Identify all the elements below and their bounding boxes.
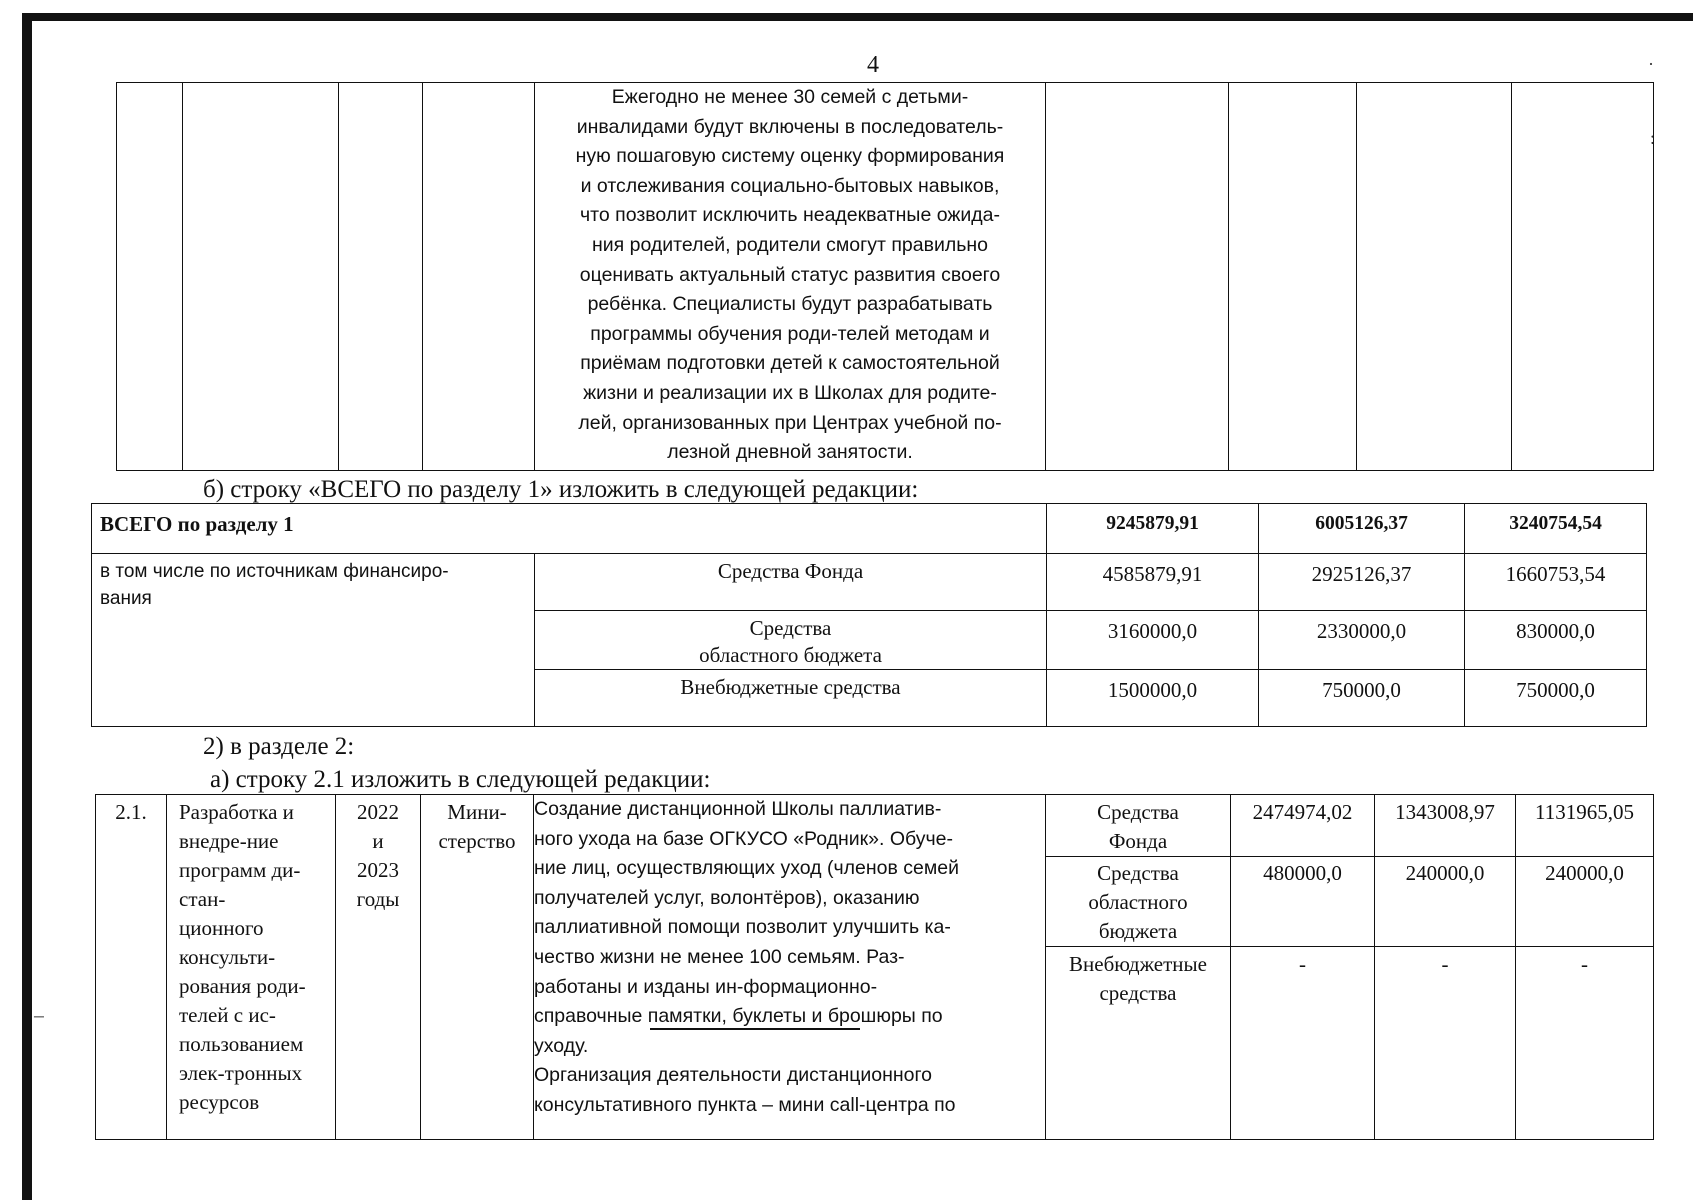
executor-line: Мини- (447, 800, 507, 824)
period (336, 795, 421, 1140)
total-value: 9245879,91 (1047, 504, 1259, 554)
executor (421, 795, 534, 1140)
description-line: оценивать актуальный статус развития своего (579, 263, 1001, 286)
funding-source-line: областного (1088, 890, 1188, 914)
row-2-1-table (95, 794, 1654, 1140)
result-line: Организация деятельности дистанционного (534, 1064, 933, 1087)
event-line: консульти- (179, 945, 276, 969)
description-line: ния родителей, родители смогут правильно (591, 233, 989, 256)
table-row (117, 83, 1654, 471)
event-line: программ ди- (179, 858, 301, 882)
source-value: 830000,0 (1465, 611, 1647, 670)
funding-source (1046, 857, 1231, 947)
source-name-line: Средства Фонда (717, 559, 864, 583)
funding-value: 1131965,05 (1516, 795, 1654, 857)
empty-cell (1357, 83, 1512, 471)
empty-cell (339, 83, 423, 471)
source-value: 1500000,0 (1047, 670, 1259, 727)
result-line: справочные памятки, буклеты и брошюры по (534, 1005, 943, 1028)
table-row (96, 795, 1654, 857)
funding-source-line: Фонда (1108, 829, 1168, 853)
scan-border-top (22, 13, 1693, 21)
period-line: и (372, 829, 384, 853)
scan-speck: ─ (34, 1010, 44, 1025)
sources-label (92, 554, 535, 727)
event-line: Разработка и (179, 800, 294, 824)
funding-value: - (1375, 947, 1516, 1140)
result-line: работаны и изданы ин-формационно- (534, 975, 878, 998)
funding-value: 240000,0 (1375, 857, 1516, 947)
empty-cell (423, 83, 535, 471)
scan-speck: · (1648, 54, 1654, 74)
instruction-b: б) строку «ВСЕГО по разделу 1» изложить в следующей редакции: (203, 476, 919, 503)
funding-source-line: Средства (1097, 861, 1179, 885)
source-name-line: Средства (749, 616, 832, 640)
table-row (92, 504, 1647, 554)
instruction-a: а) строку 2.1 изложить в следующей редакции: (210, 766, 711, 793)
event-line: стан- (179, 887, 226, 911)
funding-value: - (1516, 947, 1654, 1140)
source-value: 1660753,54 (1465, 554, 1647, 611)
source-name (535, 670, 1047, 727)
source-value: 750000,0 (1259, 670, 1465, 727)
description-line: что позволит исключить неадекватные ожида- (580, 204, 1000, 227)
scan-speck: : (1650, 128, 1656, 148)
funding-value: 240000,0 (1516, 857, 1654, 947)
funding-value: - (1231, 947, 1375, 1140)
sources-label-line: вания (100, 588, 152, 609)
expected-result-cell (534, 795, 1046, 1140)
funding-value: 2474974,02 (1231, 795, 1375, 857)
source-value: 2330000,0 (1259, 611, 1465, 670)
description-line: лей, организованных при Центрах учебной по- (578, 411, 1002, 434)
source-value: 3160000,0 (1047, 611, 1259, 670)
funding-source (1046, 795, 1231, 857)
period-line: годы (356, 887, 400, 911)
period-line: 2022 (357, 800, 399, 824)
sources-label-line: в том числе по источникам финансиро- (100, 561, 449, 582)
event-line: рования роди- (179, 974, 306, 998)
totals-title: ВСЕГО по разделу 1 (92, 504, 1047, 554)
description-line: лезной дневной занятости. (667, 441, 913, 464)
empty-cell (1229, 83, 1357, 471)
description-line: ребёнка. Специалисты будут разрабатывать (587, 293, 993, 316)
funding-value: 1343008,97 (1375, 795, 1516, 857)
source-value: 4585879,91 (1047, 554, 1259, 611)
description-line: и отслеживания социально-бытовых навыков, (580, 174, 1000, 197)
event-line: ционного (179, 916, 264, 940)
executor-line: стерство (438, 829, 516, 853)
scan-border-left (22, 13, 32, 1200)
event-line: элек-тронных (179, 1061, 303, 1085)
result-line: консультативного пункта – мини call-центра по (534, 1093, 956, 1116)
row-number: 2.1. (96, 795, 167, 1140)
source-name (535, 554, 1047, 611)
funding-source-line: бюджета (1098, 919, 1178, 943)
funding-source-line: Средства (1097, 800, 1179, 824)
event-line: ресурсов (179, 1090, 260, 1114)
result-line: уходу. (534, 1034, 589, 1057)
description-line: жизни и реализации их в Школах для родите- (583, 381, 997, 404)
event-line: внедре-ние (179, 829, 279, 853)
event-name (167, 795, 336, 1140)
funding-source (1046, 947, 1231, 1140)
event-line: пользованием (179, 1032, 304, 1056)
source-name-line: областного бюджета (699, 643, 882, 667)
event-line: телей с ис- (179, 1003, 276, 1027)
description-line: приёмам подготовки детей к самостоятельной (580, 352, 1000, 375)
pen-underline-mark (650, 1028, 860, 1030)
source-name-line: Внебюджетные средства (680, 675, 901, 699)
funding-source-line: Внебюджетные (1069, 952, 1207, 976)
result-line: ного ухода на базе ОГКУСО «Родник». Обуче- (534, 827, 954, 850)
empty-cell (1046, 83, 1229, 471)
result-line: паллиативной помощи позволит улучшить ка- (534, 916, 951, 939)
page-number: 4 (867, 52, 879, 78)
total-value: 6005126,37 (1259, 504, 1465, 554)
source-name (535, 611, 1047, 670)
result-line: ние лиц, осуществляющих уход (членов семей (534, 857, 959, 880)
result-line: Создание дистанционной Школы паллиатив- (534, 798, 942, 820)
result-line: получателей услуг, волонтёров), оказанию (534, 886, 920, 909)
period-line: 2023 (357, 858, 399, 882)
instruction-2: 2) в разделе 2: (203, 733, 355, 760)
description-line: ную пошаговую систему оценку формирования (575, 145, 1005, 168)
description-line: Ежегодно не менее 30 семей с детьми- (611, 86, 969, 108)
funding-source-line: средства (1099, 981, 1177, 1005)
result-line: чество жизни не менее 100 семьям. Раз- (534, 945, 905, 968)
empty-cell (183, 83, 339, 471)
table-row (92, 554, 1647, 611)
source-value: 750000,0 (1465, 670, 1647, 727)
source-value: 2925126,37 (1259, 554, 1465, 611)
expected-result-cell (535, 83, 1046, 471)
totals-table (91, 503, 1647, 727)
empty-cell (1512, 83, 1654, 471)
total-value: 3240754,54 (1465, 504, 1647, 554)
description-line: программы обучения роди-телей методам и (590, 322, 990, 345)
continuation-table (116, 82, 1654, 471)
funding-value: 480000,0 (1231, 857, 1375, 947)
empty-cell (117, 83, 183, 471)
description-line: инвалидами будут включены в последователь- (576, 115, 1004, 138)
